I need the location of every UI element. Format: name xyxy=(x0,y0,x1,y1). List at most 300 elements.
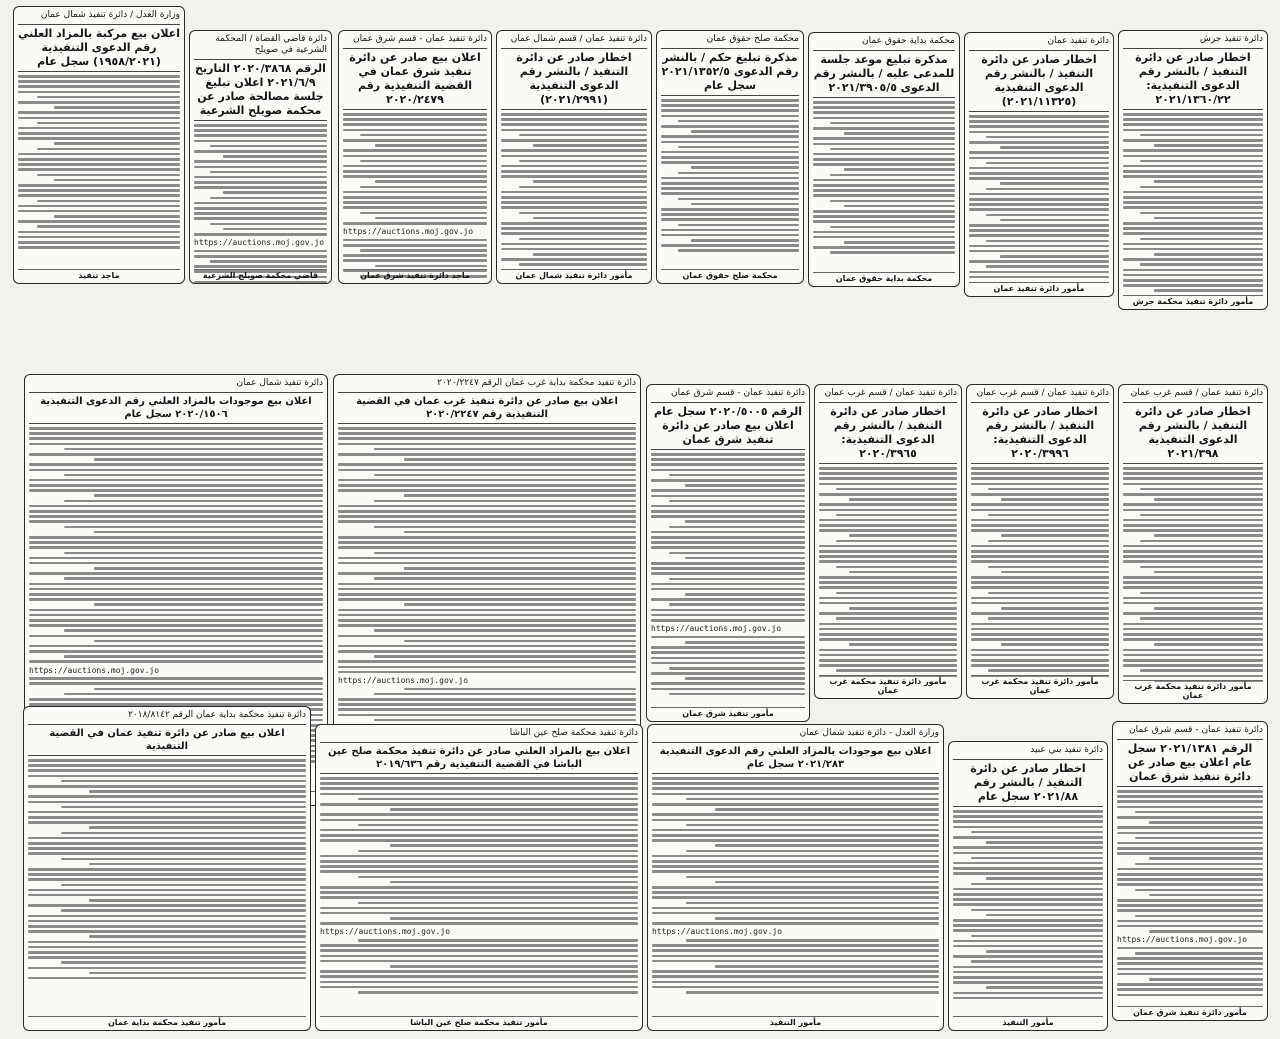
body-text-line xyxy=(1140,263,1263,266)
body-text-line xyxy=(1123,597,1263,600)
body-text-line xyxy=(1123,113,1263,116)
body-text-line xyxy=(338,536,636,539)
body-text-line xyxy=(1123,654,1263,657)
body-text-line xyxy=(1000,255,1109,258)
body-text-line xyxy=(338,453,636,456)
body-text-line xyxy=(819,623,957,626)
body-text-line xyxy=(210,145,327,148)
body-text-line xyxy=(320,981,638,984)
notice-body-text xyxy=(652,777,939,994)
body-text-line xyxy=(1123,633,1263,636)
body-text-line xyxy=(953,976,1103,979)
body-text-line xyxy=(1123,581,1263,584)
body-text-line xyxy=(28,775,306,778)
body-text-line xyxy=(338,572,636,575)
body-text-line xyxy=(1135,889,1263,892)
body-text-line xyxy=(969,193,1109,196)
legal-notice xyxy=(656,30,804,284)
body-text-line xyxy=(343,165,487,168)
body-text-line xyxy=(194,281,327,284)
body-text-line xyxy=(988,566,1109,569)
body-text-line xyxy=(343,206,487,209)
body-text-line xyxy=(54,106,180,109)
body-text-line xyxy=(390,881,638,884)
body-text-line xyxy=(651,567,805,570)
body-text-line xyxy=(715,965,939,968)
body-text-line xyxy=(715,808,939,811)
body-text-line xyxy=(28,868,306,871)
body-text-line xyxy=(28,811,306,814)
body-text-line xyxy=(652,829,939,832)
body-text-line xyxy=(652,896,939,899)
body-text-line xyxy=(652,960,939,963)
body-text-line xyxy=(1001,534,1109,537)
body-text-line xyxy=(89,826,306,829)
body-text-line xyxy=(1123,232,1263,235)
body-text-line xyxy=(18,241,180,244)
notice-body-text xyxy=(18,75,180,249)
auction-url-link[interactable]: https://auctions.moj.gov.jo xyxy=(194,238,325,248)
body-text-line xyxy=(1140,540,1263,543)
body-text-line xyxy=(94,688,323,691)
notice-body-text xyxy=(194,124,327,284)
body-text-line xyxy=(404,567,636,570)
body-text-line xyxy=(18,80,180,83)
body-text-line xyxy=(519,263,647,266)
body-text-line xyxy=(953,836,1103,839)
notice-issuer: دائرة تنفيذ محكمة بداية عمان الرقم ٢٠١٨/٨١٤٢ xyxy=(128,710,306,720)
body-text-line xyxy=(661,151,799,154)
newspaper-legal-notices-page xyxy=(12,6,1268,1033)
body-text-line xyxy=(1123,206,1263,209)
body-text-line xyxy=(686,850,939,853)
body-text-line xyxy=(652,944,939,947)
body-text-line xyxy=(338,614,636,617)
body-text-line xyxy=(519,186,647,189)
body-text-line xyxy=(953,971,1103,974)
body-text-line xyxy=(343,118,487,121)
body-text-line xyxy=(1135,952,1263,955)
body-text-line xyxy=(813,117,955,120)
body-text-line xyxy=(678,172,799,175)
body-text-line xyxy=(343,129,487,132)
body-text-line xyxy=(29,572,323,575)
body-text-line xyxy=(320,949,638,952)
body-text-line xyxy=(338,588,636,591)
body-text-line xyxy=(1000,182,1109,185)
body-text-line xyxy=(1154,289,1263,292)
body-text-line xyxy=(669,500,805,503)
body-text-line xyxy=(953,872,1103,875)
body-text-line xyxy=(813,194,955,197)
body-text-line xyxy=(661,156,799,159)
body-text-line xyxy=(651,651,805,654)
body-text-line xyxy=(661,141,799,144)
auction-url-link[interactable]: https://auctions.moj.gov.jo xyxy=(651,624,782,634)
body-text-line xyxy=(652,975,939,978)
body-text-line xyxy=(404,531,636,534)
body-text-line xyxy=(969,177,1109,180)
body-text-line xyxy=(686,939,939,942)
body-text-line xyxy=(320,970,638,973)
body-text-line xyxy=(661,218,799,221)
notice-body-text xyxy=(651,453,805,695)
body-text-line xyxy=(1123,129,1263,132)
body-text-line xyxy=(685,557,805,560)
body-text-line xyxy=(343,259,487,262)
body-text-line xyxy=(651,495,805,498)
body-text-line xyxy=(1000,219,1109,222)
notice-issuer: دائرة تنفيذ جرش xyxy=(1199,34,1263,44)
body-text-line xyxy=(953,810,1103,813)
notice-issuer: دائرة تنفيذ عمان - قسم شرق عمان xyxy=(671,388,805,398)
body-text-line xyxy=(1123,519,1263,522)
notice-issuer: دائرة تنفيذ عمان / قسم شمال عمان xyxy=(510,34,647,44)
body-text-line xyxy=(320,886,638,889)
body-text-line xyxy=(501,149,647,152)
body-text-line xyxy=(28,764,306,767)
body-text-line xyxy=(375,144,487,147)
body-text-line xyxy=(320,944,638,947)
body-text-line xyxy=(651,598,805,601)
body-text-line xyxy=(661,161,799,164)
notice-signature: مأمور تنفيذ محكمة بداية عمان xyxy=(28,1016,306,1027)
body-text-line xyxy=(194,265,327,268)
body-text-line xyxy=(669,693,805,696)
body-text-line xyxy=(29,682,323,685)
notice-signature: مأمور دائرة تنفيذ محكمة غرب عمان xyxy=(971,675,1109,695)
body-text-line xyxy=(988,669,1109,672)
body-text-line xyxy=(1135,915,1263,918)
body-text-line xyxy=(338,645,636,648)
body-text-line xyxy=(374,655,636,658)
notice-heading: الرقم ٢٠٢٠/٣٨٦٨ التاريخ ٢٠٢١/٦/٩ اعلان تبليغ جلسة مصالحة صادر عن محكمة صويلح الشرعية xyxy=(194,59,327,121)
body-text-line xyxy=(849,607,957,610)
body-text-line xyxy=(533,253,647,256)
body-text-line xyxy=(1117,962,1263,965)
auction-url-link[interactable]: https://auctions.moj.gov.jo xyxy=(29,665,160,675)
body-text-line xyxy=(29,609,323,612)
body-text-line xyxy=(404,640,636,643)
body-text-line xyxy=(358,991,638,994)
body-text-line xyxy=(819,524,957,527)
notice-body-text xyxy=(1123,467,1263,682)
body-text-line xyxy=(358,850,638,853)
body-text-line xyxy=(1123,274,1263,277)
auction-url-link[interactable]: https://auctions.moj.gov.jo xyxy=(338,676,469,685)
body-text-line xyxy=(61,832,306,835)
body-text-line xyxy=(971,935,1103,938)
body-text-line xyxy=(953,940,1103,943)
body-text-line xyxy=(1123,472,1263,475)
body-text-line xyxy=(651,646,805,649)
body-text-line xyxy=(971,529,1109,532)
body-text-line xyxy=(1123,201,1263,204)
body-text-line xyxy=(28,878,306,881)
body-text-line xyxy=(28,769,306,772)
notice-signature: مأمور دائرة تنفيذ عمان xyxy=(969,282,1109,293)
auction-url-link[interactable]: https://auctions.moj.gov.jo xyxy=(320,927,451,937)
body-text-line xyxy=(1123,545,1263,548)
body-text-line xyxy=(819,477,957,480)
body-text-line xyxy=(29,463,323,466)
body-text-line xyxy=(830,174,955,177)
body-text-line xyxy=(64,577,323,580)
body-text-line xyxy=(969,229,1109,232)
body-text-line xyxy=(29,698,323,701)
body-text-line xyxy=(29,677,323,680)
body-text-line xyxy=(971,638,1109,641)
body-text-line xyxy=(1117,983,1263,986)
body-text-line xyxy=(652,860,939,863)
notice-heading: اخطار صادر عن دائرة التنفيذ / بالنشر رقم الدعوى التنفيذية: ٢٠٢٠/٣٩٦٥ xyxy=(819,402,957,464)
body-text-line xyxy=(343,175,487,178)
body-text-line xyxy=(1123,279,1263,282)
legal-notice xyxy=(1118,384,1268,704)
body-text-line xyxy=(971,628,1109,631)
body-text-line xyxy=(28,925,306,928)
body-text-line xyxy=(652,886,939,889)
body-text-line xyxy=(1135,837,1263,840)
body-text-line xyxy=(651,688,805,691)
body-text-line xyxy=(953,852,1103,855)
body-text-line xyxy=(1123,529,1263,532)
body-text-line xyxy=(18,168,180,171)
body-text-line xyxy=(374,719,636,722)
body-text-line xyxy=(830,122,955,125)
body-text-line xyxy=(194,160,327,163)
notice-body-text xyxy=(320,777,638,994)
body-text-line xyxy=(652,813,939,816)
body-text-line xyxy=(194,166,327,169)
body-text-line xyxy=(29,437,323,440)
body-text-line xyxy=(661,125,799,128)
notice-body-text xyxy=(819,467,957,677)
body-text-line xyxy=(1123,623,1263,626)
body-text-line xyxy=(210,197,327,200)
notice-heading: اخطار صادر عن دائرة التنفيذ / بالنشر رقم الدعوى التنفيذية: ٢٠٢٠/٣٩٩٦ xyxy=(971,402,1109,464)
notice-body-text xyxy=(1123,113,1263,292)
body-text-line xyxy=(358,902,638,905)
legal-notice xyxy=(1112,721,1268,1021)
body-text-line xyxy=(29,479,323,482)
body-text-line xyxy=(28,785,306,788)
body-text-line xyxy=(685,641,805,644)
body-text-line xyxy=(28,904,306,907)
body-text-line xyxy=(652,891,939,894)
body-text-line xyxy=(18,85,180,88)
body-text-line xyxy=(1117,790,1263,793)
body-text-line xyxy=(678,198,799,201)
body-text-line xyxy=(1123,222,1263,225)
body-text-line xyxy=(28,816,306,819)
legal-notice xyxy=(948,741,1108,1031)
body-text-line xyxy=(953,820,1103,823)
body-text-line xyxy=(338,515,636,518)
body-text-line xyxy=(1154,144,1263,147)
body-text-line xyxy=(64,500,323,503)
body-text-line xyxy=(1117,883,1263,886)
body-text-line xyxy=(390,917,638,920)
body-text-line xyxy=(844,205,955,208)
body-text-line xyxy=(819,612,957,615)
notice-heading: اخطار صادر عن دائرة التنفيذ / بالنشر رقم الدعوى التنفيذية: ٢٠٢١/١٣٦٠/٢٢ xyxy=(1123,48,1263,110)
body-text-line xyxy=(971,612,1109,615)
body-text-line xyxy=(338,660,636,663)
body-text-line xyxy=(320,975,638,978)
body-text-line xyxy=(685,593,805,596)
body-text-line xyxy=(37,122,180,125)
body-text-line xyxy=(320,793,638,796)
body-text-line xyxy=(501,139,647,142)
body-text-line xyxy=(194,233,327,236)
body-text-line xyxy=(813,189,955,192)
body-text-line xyxy=(686,902,939,905)
body-text-line xyxy=(1001,607,1109,610)
body-text-line xyxy=(953,903,1103,906)
body-text-line xyxy=(1154,498,1263,501)
body-text-line xyxy=(18,127,180,130)
legal-notice xyxy=(647,724,944,1031)
body-text-line xyxy=(29,489,323,492)
body-text-line xyxy=(819,576,957,579)
auction-url-link[interactable]: https://auctions.moj.gov.jo xyxy=(652,927,783,937)
body-text-line xyxy=(1123,269,1263,272)
legal-notice xyxy=(1118,30,1268,310)
body-text-line xyxy=(29,583,323,586)
body-text-line xyxy=(1117,947,1263,950)
body-text-line xyxy=(18,163,180,166)
body-text-line xyxy=(986,188,1109,191)
body-text-line xyxy=(661,115,799,118)
body-text-line xyxy=(54,215,180,218)
body-text-line xyxy=(29,443,323,446)
body-text-line xyxy=(669,603,805,606)
body-text-line xyxy=(94,494,323,497)
body-text-line xyxy=(819,654,957,657)
body-text-line xyxy=(986,950,1103,953)
body-text-line xyxy=(533,180,647,183)
body-text-line xyxy=(1123,638,1263,641)
body-text-line xyxy=(661,208,799,211)
body-text-line xyxy=(37,148,180,151)
body-text-line xyxy=(1123,493,1263,496)
body-text-line xyxy=(519,160,647,163)
body-text-line xyxy=(89,863,306,866)
body-text-line xyxy=(61,806,306,809)
body-text-line xyxy=(28,795,306,798)
body-text-line xyxy=(343,170,487,173)
body-text-line xyxy=(29,432,323,435)
body-text-line xyxy=(358,876,638,879)
body-text-line xyxy=(1117,968,1263,971)
notice-body-text xyxy=(813,101,955,254)
body-text-line xyxy=(652,970,939,973)
body-text-line xyxy=(343,201,487,204)
body-text-line xyxy=(1123,509,1263,512)
body-text-line xyxy=(652,834,939,837)
body-text-line xyxy=(1123,284,1263,287)
body-text-line xyxy=(61,780,306,783)
body-text-line xyxy=(652,981,939,984)
body-text-line xyxy=(661,182,799,185)
body-text-line xyxy=(320,855,638,858)
body-text-line xyxy=(28,847,306,850)
body-text-line xyxy=(360,186,487,189)
body-text-line xyxy=(953,826,1103,829)
body-text-line xyxy=(819,550,957,553)
body-text-line xyxy=(338,546,636,549)
notice-body-text xyxy=(953,810,1103,999)
body-text-line xyxy=(813,231,955,234)
body-text-line xyxy=(1117,847,1263,850)
body-text-line xyxy=(374,474,636,477)
body-text-line xyxy=(1123,155,1263,158)
notice-signature: محكمة بداية حقوق عمان xyxy=(813,272,955,283)
body-text-line xyxy=(1123,503,1263,506)
body-text-line xyxy=(29,546,323,549)
body-text-line xyxy=(715,844,939,847)
body-text-line xyxy=(94,640,323,643)
body-text-line xyxy=(338,557,636,560)
body-text-line xyxy=(94,531,323,534)
body-text-line xyxy=(501,113,647,116)
body-text-line xyxy=(18,205,180,208)
body-text-line xyxy=(28,837,306,840)
body-text-line xyxy=(501,191,647,194)
body-text-line xyxy=(320,960,638,963)
body-text-line xyxy=(1154,180,1263,183)
auction-url-link[interactable]: https://auctions.moj.gov.jo xyxy=(1117,935,1248,945)
body-text-line xyxy=(971,857,1103,860)
body-text-line xyxy=(652,839,939,842)
body-text-line xyxy=(338,469,636,472)
body-text-line xyxy=(501,165,647,168)
body-text-line xyxy=(320,912,638,915)
body-text-line xyxy=(89,899,306,902)
body-text-line xyxy=(971,477,1109,480)
body-text-line xyxy=(1117,842,1263,845)
body-text-line xyxy=(37,225,180,228)
auction-url-link[interactable]: https://auctions.moj.gov.jo xyxy=(343,227,474,237)
body-text-line xyxy=(358,939,638,942)
body-text-line xyxy=(819,602,957,605)
body-text-line xyxy=(338,432,636,435)
body-text-line xyxy=(971,555,1109,558)
body-text-line xyxy=(320,955,638,958)
body-text-line xyxy=(819,638,957,641)
body-text-line xyxy=(194,150,327,153)
notice-signature: مأمور دائرة تنفيذ محكمة جرش xyxy=(1123,295,1263,306)
body-text-line xyxy=(1117,988,1263,991)
body-text-line xyxy=(1140,134,1263,137)
body-text-line xyxy=(986,914,1103,917)
body-text-line xyxy=(678,249,799,252)
body-text-line xyxy=(338,505,636,508)
body-text-line xyxy=(61,909,306,912)
body-text-line xyxy=(338,666,636,669)
body-text-line xyxy=(953,955,1103,958)
body-text-line xyxy=(1123,483,1263,486)
notice-body-text xyxy=(661,99,799,252)
body-text-line xyxy=(338,650,636,653)
body-text-line xyxy=(501,129,647,132)
body-text-line xyxy=(953,919,1103,922)
notice-body-text xyxy=(343,113,487,278)
body-text-line xyxy=(338,484,636,487)
body-text-line xyxy=(18,189,180,192)
body-text-line xyxy=(1000,146,1109,149)
